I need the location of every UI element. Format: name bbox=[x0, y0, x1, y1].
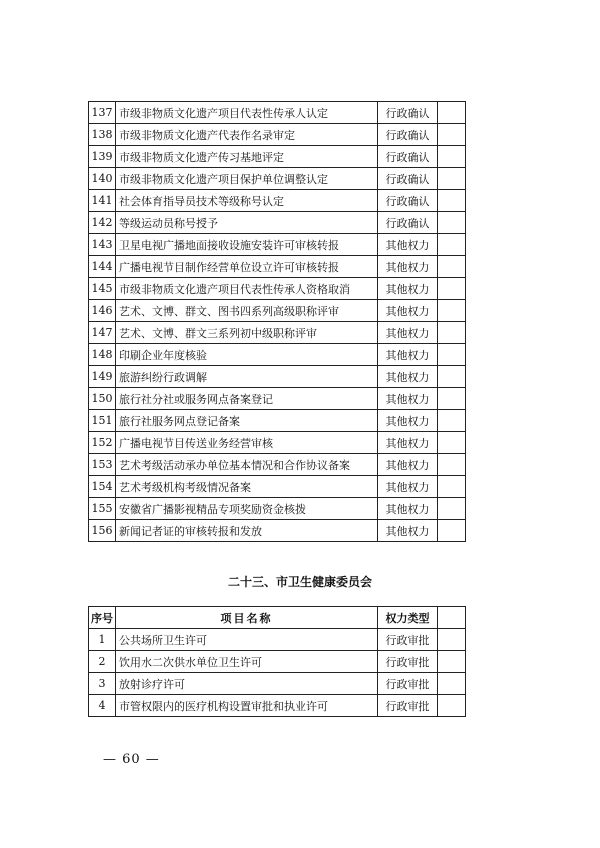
row-power-type: 行政确认 bbox=[378, 190, 438, 212]
table-row bbox=[89, 498, 466, 520]
row-item-name: 新闻记者证的审核转报和发放 bbox=[116, 520, 378, 542]
page-number: — 60 — bbox=[103, 752, 160, 767]
row-number: 140 bbox=[89, 168, 116, 190]
table-row bbox=[89, 190, 466, 212]
row-extra-cell bbox=[438, 102, 466, 124]
row-item-name: 社会体育指导员技术等级称号认定 bbox=[116, 190, 378, 212]
header-number: 序号 bbox=[89, 607, 116, 629]
row-power-type: 行政审批 bbox=[378, 673, 438, 695]
row-power-type: 其他权力 bbox=[378, 476, 438, 498]
row-item-name: 市级非物质文化遗产项目保护单位调整认定 bbox=[116, 168, 378, 190]
table-row bbox=[89, 651, 466, 673]
row-extra-cell bbox=[438, 366, 466, 388]
row-extra-cell bbox=[438, 388, 466, 410]
table-row bbox=[89, 146, 466, 168]
row-extra-cell bbox=[438, 476, 466, 498]
row-power-type: 其他权力 bbox=[378, 388, 438, 410]
row-number: 137 bbox=[89, 102, 116, 124]
row-power-type: 行政审批 bbox=[378, 629, 438, 651]
row-extra-cell bbox=[438, 146, 466, 168]
row-number: 148 bbox=[89, 344, 116, 366]
row-number: 152 bbox=[89, 432, 116, 454]
table-row bbox=[89, 300, 466, 322]
row-power-type: 其他权力 bbox=[378, 410, 438, 432]
table-row bbox=[89, 520, 466, 542]
row-number: 149 bbox=[89, 366, 116, 388]
row-item-name: 卫星电视广播地面接收设施安装许可审核转报 bbox=[116, 234, 378, 256]
row-number: 138 bbox=[89, 124, 116, 146]
table-row bbox=[89, 212, 466, 234]
header-item-name: 项目名称 bbox=[116, 607, 378, 629]
row-number: 139 bbox=[89, 146, 116, 168]
row-item-name: 市管权限内的医疗机构设置审批和执业许可 bbox=[116, 695, 378, 717]
table-row bbox=[89, 344, 466, 366]
row-power-type: 行政确认 bbox=[378, 102, 438, 124]
table-row bbox=[89, 388, 466, 410]
row-item-name: 艺术、文博、群文三系列初中级职称评审 bbox=[116, 322, 378, 344]
table-row bbox=[89, 102, 466, 124]
row-power-type: 其他权力 bbox=[378, 322, 438, 344]
row-extra-cell bbox=[438, 190, 466, 212]
row-extra-cell bbox=[438, 432, 466, 454]
row-number: 155 bbox=[89, 498, 116, 520]
row-number: 142 bbox=[89, 212, 116, 234]
row-number: 147 bbox=[89, 322, 116, 344]
row-extra-cell bbox=[438, 234, 466, 256]
row-extra-cell bbox=[438, 212, 466, 234]
row-number: 2 bbox=[89, 651, 116, 673]
row-number: 3 bbox=[89, 673, 116, 695]
row-item-name: 旅行社分社或服务网点备案登记 bbox=[116, 388, 378, 410]
row-number: 141 bbox=[89, 190, 116, 212]
row-power-type: 其他权力 bbox=[378, 432, 438, 454]
row-power-type: 其他权力 bbox=[378, 498, 438, 520]
row-power-type: 其他权力 bbox=[378, 278, 438, 300]
row-extra-cell bbox=[438, 278, 466, 300]
table-row bbox=[89, 322, 466, 344]
row-power-type: 行政确认 bbox=[378, 146, 438, 168]
row-item-name: 饮用水二次供水单位卫生许可 bbox=[116, 651, 378, 673]
table-row bbox=[89, 366, 466, 388]
header-row bbox=[89, 607, 466, 629]
row-power-type: 其他权力 bbox=[378, 300, 438, 322]
row-extra-cell bbox=[438, 168, 466, 190]
row-number: 151 bbox=[89, 410, 116, 432]
row-extra-cell bbox=[438, 344, 466, 366]
table-row bbox=[89, 695, 466, 717]
row-item-name: 艺术、文博、群文、图书四系列高级职称评审 bbox=[116, 300, 378, 322]
row-power-type: 行政确认 bbox=[378, 168, 438, 190]
row-item-name: 艺术考级活动承办单位基本情况和合作协议备案 bbox=[116, 454, 378, 476]
row-extra-cell bbox=[438, 124, 466, 146]
row-number: 153 bbox=[89, 454, 116, 476]
table-row bbox=[89, 256, 466, 278]
row-number: 146 bbox=[89, 300, 116, 322]
row-number: 4 bbox=[89, 695, 116, 717]
table-row bbox=[89, 124, 466, 146]
row-item-name: 艺术考级机构考级情况备案 bbox=[116, 476, 378, 498]
row-item-name: 印刷企业年度核验 bbox=[116, 344, 378, 366]
health-items-table-body bbox=[89, 629, 466, 717]
row-number: 145 bbox=[89, 278, 116, 300]
row-extra-cell bbox=[438, 322, 466, 344]
row-number: 1 bbox=[89, 629, 116, 651]
row-item-name: 公共场所卫生许可 bbox=[116, 629, 378, 651]
row-power-type: 行政确认 bbox=[378, 124, 438, 146]
row-power-type: 其他权力 bbox=[378, 454, 438, 476]
row-item-name: 旅游纠纷行政调解 bbox=[116, 366, 378, 388]
table-row bbox=[89, 454, 466, 476]
header-power-type: 权力类型 bbox=[378, 607, 438, 629]
row-item-name: 市级非物质文化遗产项目代表性传承人资格取消 bbox=[116, 278, 378, 300]
header-extra bbox=[438, 607, 466, 629]
row-extra-cell bbox=[438, 300, 466, 322]
table-row bbox=[89, 432, 466, 454]
row-item-name: 安徽省广播影视精品专项奖励资金核拨 bbox=[116, 498, 378, 520]
row-item-name: 广播电视节目制作经营单位设立许可审核转报 bbox=[116, 256, 378, 278]
row-item-name: 旅行社服务网点登记备案 bbox=[116, 410, 378, 432]
row-number: 154 bbox=[89, 476, 116, 498]
row-extra-cell bbox=[438, 629, 466, 651]
table-row bbox=[89, 234, 466, 256]
row-power-type: 其他权力 bbox=[378, 520, 438, 542]
health-items-table bbox=[88, 606, 466, 717]
row-number: 156 bbox=[89, 520, 116, 542]
row-item-name: 市级非物质文化遗产代表作名录审定 bbox=[116, 124, 378, 146]
table-row bbox=[89, 168, 466, 190]
row-power-type: 其他权力 bbox=[378, 256, 438, 278]
culture-items-table bbox=[88, 101, 466, 542]
row-number: 144 bbox=[89, 256, 116, 278]
health-items-table-header bbox=[89, 607, 466, 629]
row-extra-cell bbox=[438, 651, 466, 673]
row-item-name: 放射诊疗许可 bbox=[116, 673, 378, 695]
row-power-type: 行政审批 bbox=[378, 695, 438, 717]
table-row bbox=[89, 629, 466, 651]
row-item-name: 市级非物质文化遗产项目代表性传承人认定 bbox=[116, 102, 378, 124]
row-extra-cell bbox=[438, 520, 466, 542]
row-item-name: 广播电视节目传送业务经营审核 bbox=[116, 432, 378, 454]
row-item-name: 市级非物质文化遗产传习基地评定 bbox=[116, 146, 378, 168]
row-item-name: 等级运动员称号授予 bbox=[116, 212, 378, 234]
row-number: 143 bbox=[89, 234, 116, 256]
row-power-type: 行政审批 bbox=[378, 651, 438, 673]
row-extra-cell bbox=[438, 673, 466, 695]
row-power-type: 其他权力 bbox=[378, 344, 438, 366]
culture-items-table-body bbox=[89, 102, 466, 542]
table-row bbox=[89, 278, 466, 300]
row-extra-cell bbox=[438, 498, 466, 520]
row-power-type: 行政确认 bbox=[378, 212, 438, 234]
row-extra-cell bbox=[438, 256, 466, 278]
row-number: 150 bbox=[89, 388, 116, 410]
row-extra-cell bbox=[438, 454, 466, 476]
row-extra-cell bbox=[438, 695, 466, 717]
row-power-type: 其他权力 bbox=[378, 234, 438, 256]
table-row bbox=[89, 476, 466, 498]
table-row bbox=[89, 673, 466, 695]
section-heading: 二十三、市卫生健康委员会 bbox=[227, 575, 372, 589]
row-power-type: 其他权力 bbox=[378, 366, 438, 388]
row-extra-cell bbox=[438, 410, 466, 432]
table-row bbox=[89, 410, 466, 432]
